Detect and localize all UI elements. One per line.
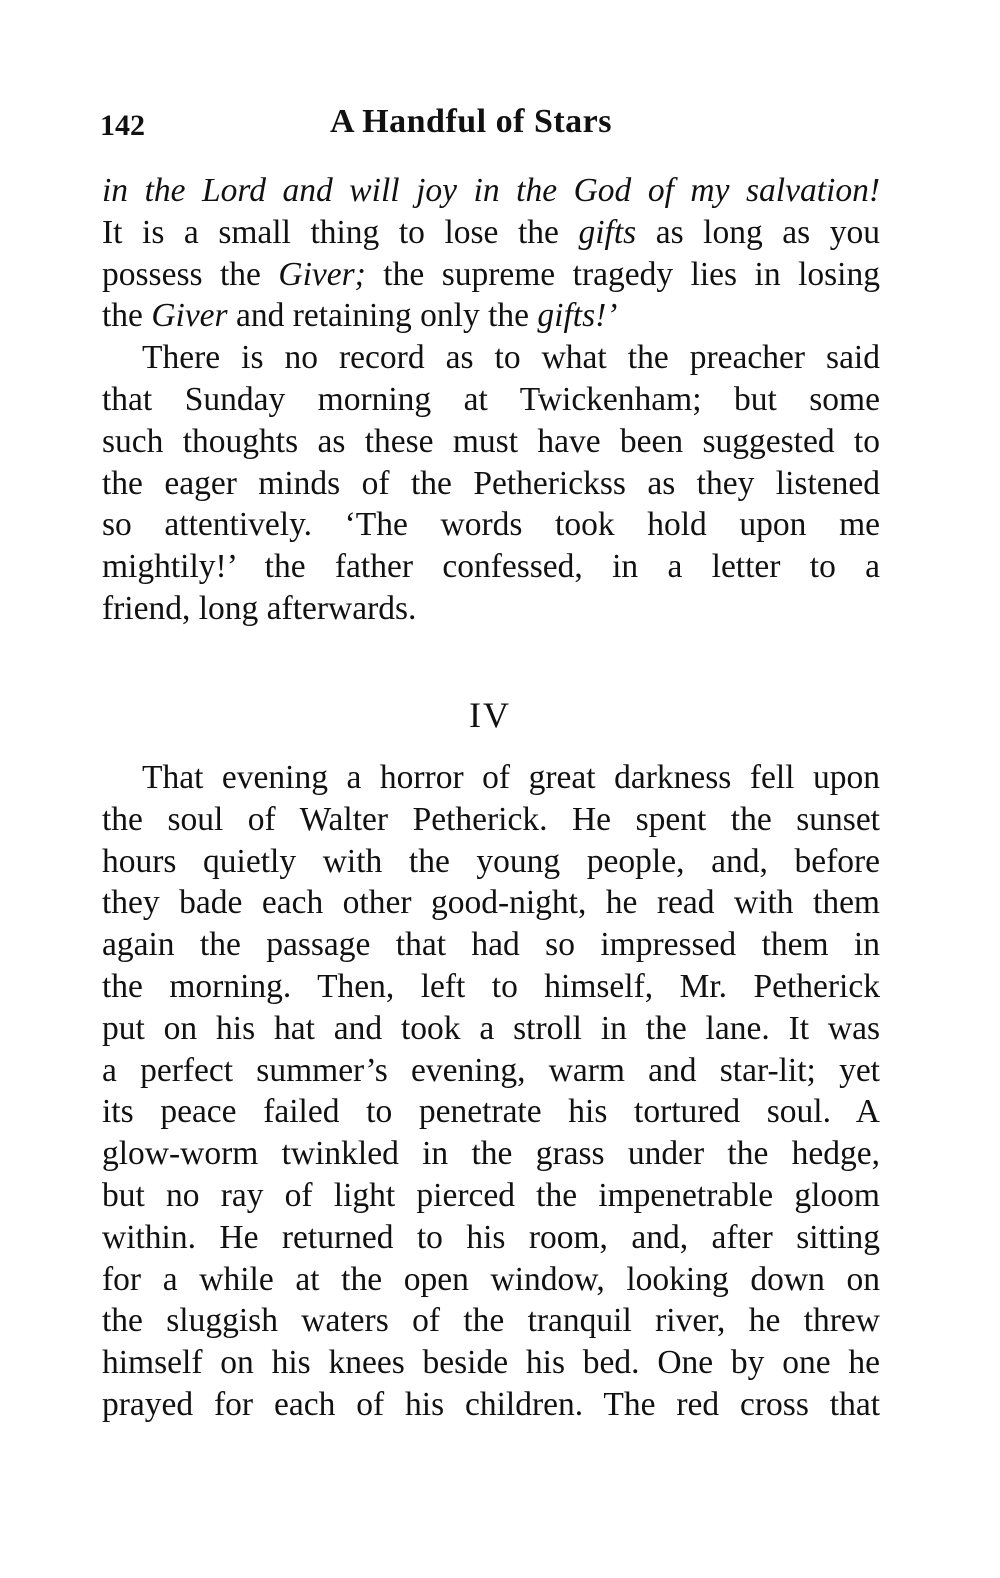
italic-text: in the Lord and will joy in the God of my salvation!	[102, 172, 880, 209]
text-line: for a while at the open window, looking down on	[102, 1260, 880, 1298]
text-span: the	[102, 297, 152, 335]
text-line: so attentively. ‘The words took hold upon me	[102, 506, 880, 544]
text-line: the eager minds of the Petherickss as they listened	[102, 464, 880, 502]
text-line: There is no record as to what the preacher said	[142, 339, 880, 377]
text-line: but no ray of light pierced the impenetrable gloom	[102, 1176, 880, 1214]
running-head	[100, 103, 880, 147]
text-line	[102, 295, 880, 337]
text-line: put on his hat and took a stroll in the lane. It was	[102, 1009, 880, 1047]
text-line: mightily!’ the father confessed, in a letter to a	[102, 548, 880, 586]
text-line: himself on his knees beside his bed. One by one he	[102, 1344, 880, 1382]
passage-top	[102, 170, 880, 630]
text-line	[102, 212, 880, 254]
text-line: a perfect summer’s evening, warm and star-lit; yet	[102, 1051, 880, 1089]
text-line: hours quietly with the young people, and, before	[102, 842, 880, 880]
text-line: such thoughts as these must have been suggested to	[102, 422, 880, 460]
text-line	[102, 254, 880, 296]
italic-text: Giver;	[278, 255, 366, 293]
text-line: prayed for each of his children. The red cross that	[102, 1385, 880, 1423]
text-line: its peace failed to penetrate his tortured soul. A	[102, 1093, 880, 1131]
text-span: as long as you	[636, 213, 880, 251]
italic-text: Giver	[151, 297, 228, 335]
text-line: friend, long afterwards.	[102, 589, 417, 627]
text-line: the soul of Walter Petherick. He spent the sunset	[102, 800, 880, 838]
text-line: again the passage that had so impressed them in	[102, 926, 880, 964]
italic-text: gifts	[578, 213, 637, 251]
text-line: That evening a horror of great darkness fell upon	[142, 759, 880, 796]
text-span: and retaining only the	[227, 297, 538, 335]
text-span: It is a small thing to lose the	[102, 213, 579, 251]
text-line: glow-worm twinkled in the grass under the hedge,	[102, 1135, 880, 1173]
text-span: the supreme tragedy lies in losing	[365, 255, 880, 293]
text-line: within. He returned to his room, and, after sitting	[102, 1218, 880, 1256]
italic-text: gifts!’	[537, 297, 618, 335]
passage-bottom	[102, 757, 880, 1426]
section-heading: IV	[469, 695, 511, 735]
text-line: the sluggish waters of the tranquil river, he threw	[102, 1302, 880, 1340]
text-span: possess the	[102, 255, 279, 293]
running-title: A Handful of Stars	[330, 103, 612, 140]
text-line: the morning. Then, left to himself, Mr. Petherick	[102, 967, 880, 1005]
page-number: 142	[100, 109, 145, 142]
text-line: they bade each other good-night, he read with them	[102, 884, 880, 922]
text-line	[102, 170, 880, 212]
text-line: that Sunday morning at Twickenham; but some	[102, 380, 880, 418]
